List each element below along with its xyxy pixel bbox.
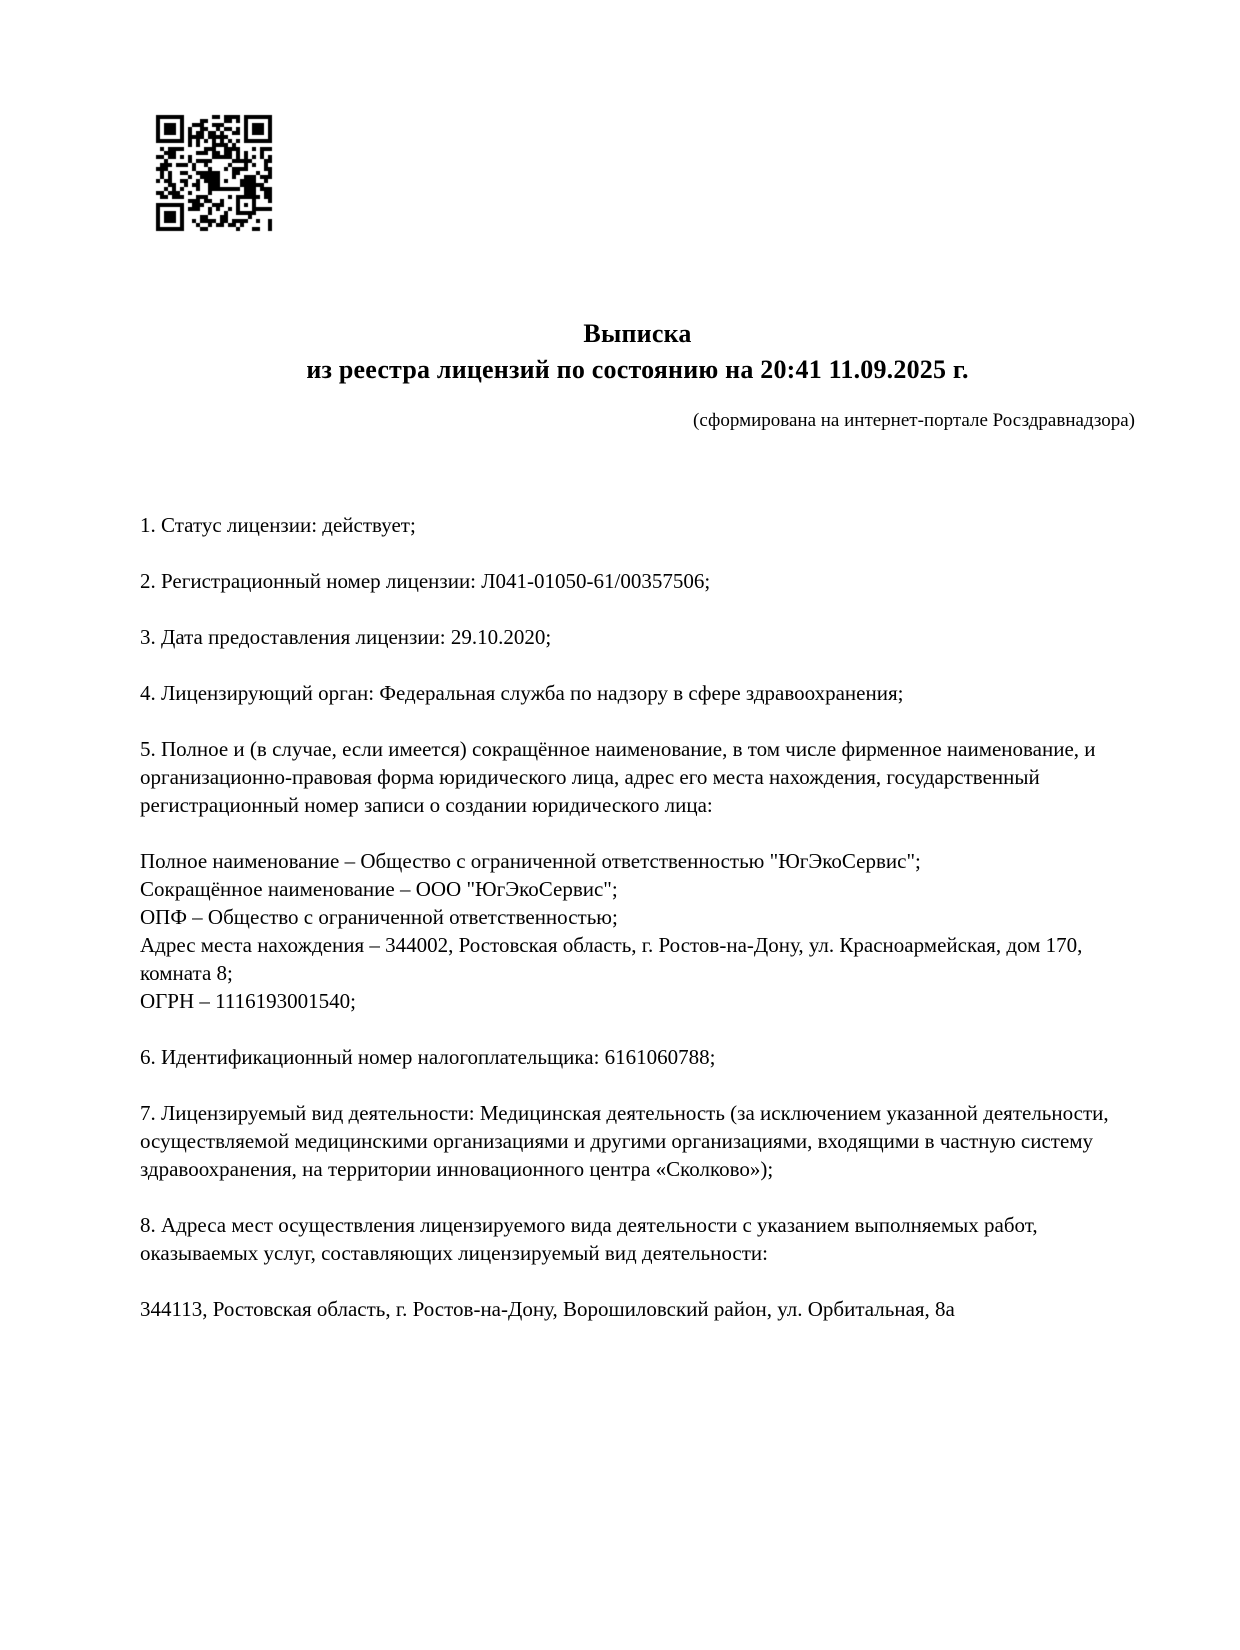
paragraph-line: 2. Регистрационный номер лицензии: Л041-01050-61/00357506; <box>140 569 711 593</box>
paragraph <box>140 1295 1135 1323</box>
paragraph <box>140 847 1135 1015</box>
document-body <box>140 511 1135 1323</box>
document-title <box>140 316 1135 388</box>
document-subtitle: (сформирована на интернет-портале Росздравнадзора) <box>693 410 1135 431</box>
paragraph-line: 4. Лицензирующий орган: Федеральная служба по надзору в сфере здравоохранения; <box>140 681 904 705</box>
paragraph-line: 7. Лицензируемый вид деятельности: Медицинская деятельность (за исключением указанной деятельности, осуществляемой медицинскими организациями и другими организациями, входящими в частную систему здравоохранения, на территории инновационного центра «Сколково»); <box>140 1101 1109 1181</box>
paragraph-line: 6. Идентификационный номер налогоплательщика: 6161060788; <box>140 1045 716 1069</box>
paragraph <box>140 1099 1135 1183</box>
document-content <box>140 316 1135 1323</box>
paragraph-line: 3. Дата предоставления лицензии: 29.10.2020; <box>140 625 552 649</box>
paragraph-line: 1. Статус лицензии: действует; <box>140 513 416 537</box>
paragraph-line: Сокращённое наименование – ООО "ЮгЭкоСервис"; <box>140 877 618 901</box>
paragraph <box>140 679 1135 707</box>
paragraph <box>140 1043 1135 1071</box>
paragraph <box>140 735 1135 819</box>
document-title-line1: Выписка <box>583 319 692 348</box>
qr-code <box>151 110 278 237</box>
paragraph-line: 5. Полное и (в случае, если имеется) сокращённое наименование, в том числе фирменное наименование, и организационно-правовая форма юридического лица, адрес его места нахождения, государственный регистрационный номер записи о создании юридического лица: <box>140 737 1096 817</box>
paragraph-line: Полное наименование – Общество с ограниченной ответственностью "ЮгЭкоСервис"; <box>140 849 921 873</box>
paragraph-line: ОПФ – Общество с ограниченной ответственностью; <box>140 905 618 929</box>
paragraph <box>140 511 1135 539</box>
paragraph-line: ОГРН – 1116193001540; <box>140 989 356 1013</box>
paragraph <box>140 623 1135 651</box>
paragraph-line: 344113, Ростовская область, г. Ростов-на-Дону, Ворошиловский район, ул. Орбитальная, 8а <box>140 1297 955 1321</box>
paragraph <box>140 567 1135 595</box>
paragraph-line: 8. Адреса мест осуществления лицензируемого вида деятельности с указанием выполняемых работ, оказываемых услуг, составляющих лицензируемый вид деятельности: <box>140 1213 1038 1265</box>
document-title-line2: из реестра лицензий по состоянию на 20:41 11.09.2025 г. <box>306 355 969 384</box>
paragraph <box>140 1211 1135 1267</box>
paragraph-line: Адрес места нахождения – 344002, Ростовская область, г. Ростов-на-Дону, ул. Красноармейская, дом 170, комната 8; <box>140 933 1083 985</box>
